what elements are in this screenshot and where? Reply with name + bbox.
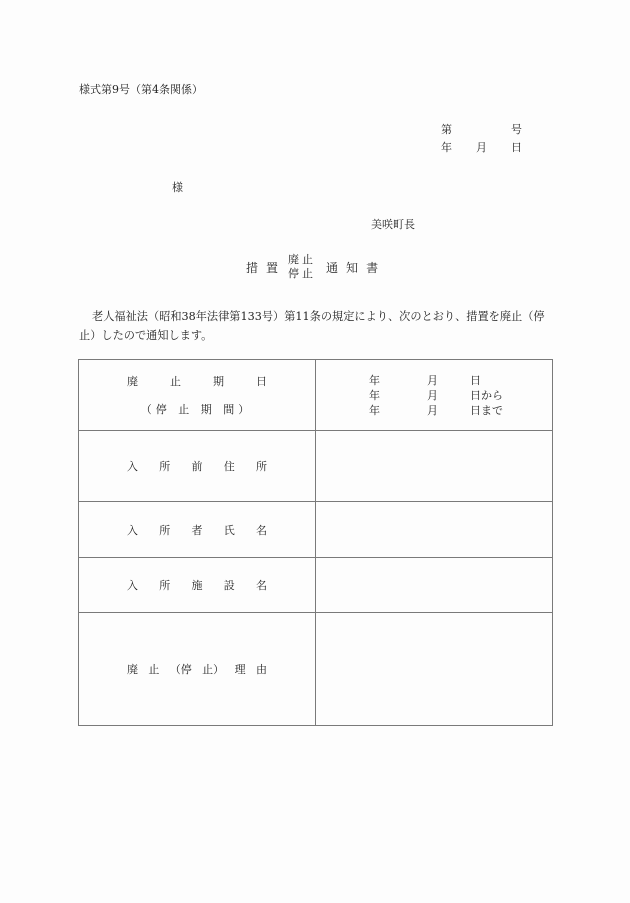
label-cell bbox=[79, 502, 316, 558]
date-month: 月 bbox=[476, 141, 487, 154]
notice-table bbox=[78, 359, 553, 726]
label-cell bbox=[79, 360, 316, 431]
date-year: 年 bbox=[441, 141, 452, 154]
body-text: 老人福祉法（昭和38年法律第133号）第11条の規定により、次のとおり、措置を廃止（停止）したので通知します。 bbox=[79, 310, 545, 342]
title-stack-top: 廃止 bbox=[288, 253, 317, 266]
title-stack-bottom: 停止 bbox=[288, 267, 317, 280]
table-row-facility-name bbox=[79, 558, 553, 613]
title-char: 置 bbox=[266, 260, 279, 275]
date-line-until: 年 月 日まで bbox=[369, 403, 503, 417]
label-cell bbox=[79, 431, 316, 502]
label-resident-name: 入 所 者 氏 名 bbox=[127, 523, 267, 537]
label-cell bbox=[79, 613, 316, 726]
document-number-prefix: 第 bbox=[441, 123, 452, 136]
title-stack bbox=[288, 253, 316, 281]
value-resident-name[interactable] bbox=[316, 502, 553, 558]
document-number-suffix: 号 bbox=[511, 123, 522, 136]
label-cell bbox=[79, 558, 316, 613]
table-row-period bbox=[79, 360, 553, 431]
title-char: 通 bbox=[326, 260, 339, 275]
label-previous-address: 入 所 前 住 所 bbox=[127, 460, 267, 473]
table-row-resident-name bbox=[79, 502, 553, 558]
label-period: 廃 止 期 日 bbox=[127, 375, 267, 388]
value-period[interactable] bbox=[316, 360, 553, 431]
value-reason[interactable] bbox=[316, 613, 553, 726]
recipient-suffix: 様 bbox=[172, 181, 183, 194]
document-title bbox=[242, 252, 382, 282]
date-line: 年 月 日 bbox=[369, 373, 481, 387]
table-row-previous-address bbox=[79, 431, 553, 502]
table-row-reason bbox=[79, 613, 553, 726]
label-facility-name: 入 所 施 設 名 bbox=[127, 579, 267, 592]
date-lines bbox=[316, 373, 552, 418]
date-line-from: 年 月 日から bbox=[369, 388, 503, 402]
value-facility-name[interactable] bbox=[316, 558, 553, 613]
title-char: 知 bbox=[346, 260, 359, 275]
value-previous-address[interactable] bbox=[316, 431, 553, 502]
label-reason: 廃 止 （停 止） 理 由 bbox=[127, 663, 267, 676]
title-char: 措 bbox=[246, 260, 259, 275]
form-number: 様式第9号（第4条関係） bbox=[79, 83, 203, 96]
title-char: 書 bbox=[366, 260, 379, 275]
sub-label-stop-period: （停 止 期 間） bbox=[140, 403, 254, 416]
date-day: 日 bbox=[511, 141, 522, 154]
issuer-name: 美咲町長 bbox=[371, 218, 415, 231]
